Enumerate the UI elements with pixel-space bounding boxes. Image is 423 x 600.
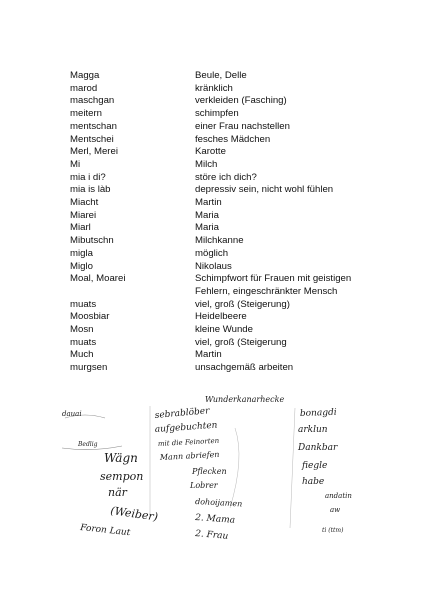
handwritten-notes-image [60, 388, 380, 548]
glossary-entry [70, 197, 370, 210]
glossary-entry [70, 83, 370, 96]
glossary-definition: unsachgemäß arbeiten [195, 362, 294, 374]
note-1: Wunderkanarhecke [205, 395, 285, 404]
glossary-term: Mentschei [70, 133, 114, 145]
glossary-entry [70, 159, 370, 172]
glossary-entry [70, 261, 370, 274]
note-18: bonagdi [299, 407, 337, 419]
note-15: när [108, 486, 127, 499]
glossary-term: mia i di? [70, 171, 106, 183]
glossary-definition: einer Frau nachstellen [195, 120, 290, 132]
glossary-definition: Maria [195, 222, 219, 234]
note-6: Pflecken [192, 467, 227, 476]
glossary-term: mentschan [70, 120, 117, 132]
glossary-definition: Beule, Delle [195, 70, 247, 81]
glossary-term: mia is làb [70, 184, 111, 196]
glossary-definition: viel, groß (Steigerung [195, 336, 287, 348]
glossary-entry [70, 134, 370, 147]
note-3: aufgebuchten [154, 420, 218, 435]
note-22: habe [302, 477, 325, 487]
glossary-term: muats [70, 336, 97, 348]
note-11: dauai [62, 410, 82, 418]
glossary-entry [70, 299, 370, 312]
note-19: arklun [298, 425, 328, 435]
glossary-term: Merl, Merei [70, 146, 118, 158]
note-13: Wägn [104, 451, 138, 465]
glossary-definition: störe ich dich? [195, 171, 257, 183]
note-20: Dankbar [298, 443, 338, 453]
glossary-definition: Milch [195, 158, 218, 170]
glossary-entry [70, 184, 370, 197]
note-16: (Weiber) [109, 504, 159, 524]
handwritten-notes-scan [60, 388, 380, 548]
glossary-term: Much [70, 349, 94, 361]
note-14: sempon [100, 470, 144, 483]
glossary-term: murgsen [70, 362, 108, 374]
note-10: 2. Frau [194, 529, 229, 542]
note-12: Bedlig [78, 441, 98, 448]
glossary-term: Mi [70, 158, 81, 170]
glossary-definition: depressiv sein, nicht wohl fühlen [195, 184, 334, 196]
glossary-entry [70, 95, 370, 108]
glossary-entry [70, 273, 370, 298]
glossary-definition: möglich [195, 247, 229, 259]
glossary-definition: verkleiden (Fasching) [195, 95, 287, 107]
note-24: aw [330, 506, 341, 514]
glossary-term: Mosn [70, 324, 94, 336]
note-21: fiegle [302, 461, 328, 471]
glossary-entry [70, 337, 370, 350]
glossary-entry [70, 146, 370, 159]
note-7: Lobrer [190, 481, 218, 490]
glossary-entry [70, 210, 370, 223]
glossary-entry [70, 311, 370, 324]
glossary-entry [70, 121, 370, 134]
note-17: Foron Laut [79, 523, 131, 539]
glossary-definition: schimpfen [195, 108, 239, 120]
glossary-definition: viel, groß (Steigerung) [195, 298, 290, 310]
glossary-term: Magga [70, 70, 100, 81]
note-23: andatin [325, 492, 352, 500]
glossary-definition: Schimpfwort für Frauen mit geistigen Fehlern, eingeschränkter Mensch [195, 273, 352, 297]
glossary-term: marod [70, 82, 98, 94]
note-5: Mann abriefen [159, 449, 220, 462]
glossary-entry [70, 70, 370, 83]
glossary-definition: Nikolaus [195, 260, 232, 272]
glossary-definition: Milchkanne [195, 235, 244, 247]
glossary-term: meitern [70, 108, 102, 120]
glossary-definition: Maria [195, 209, 219, 221]
glossary-entry [70, 172, 370, 185]
note-4: mit die Feinorten [157, 436, 220, 448]
note-9: 2. Mama [194, 513, 236, 526]
note-25: ti (ttm) [322, 527, 344, 534]
glossary-entry [70, 349, 370, 362]
glossary-term: Miarl [70, 222, 91, 234]
glossary-term: Miarei [70, 209, 97, 221]
glossary-entry [70, 248, 370, 261]
glossary-term: migla [70, 247, 93, 259]
glossary-term: Moosbiar [70, 311, 110, 323]
glossary-term: Miacht [70, 197, 99, 209]
glossary-term: maschgan [70, 95, 115, 107]
glossary-definition: Karotte [195, 146, 226, 158]
glossary-entry [70, 222, 370, 235]
glossary-entry [70, 235, 370, 248]
glossary-definition: Martin [195, 197, 222, 209]
glossary-term: Miglo [70, 260, 93, 272]
glossary-entry [70, 362, 370, 375]
glossary-term: muats [70, 298, 97, 310]
glossary-term: Moal, Moarei [70, 273, 126, 285]
note-2: sebrablöber [154, 406, 210, 421]
glossary-definition: Martin [195, 349, 222, 361]
glossary-definition: fesches Mädchen [195, 133, 271, 145]
note-8: dohoijamen [194, 497, 243, 509]
glossary-list [70, 70, 370, 375]
glossary-term: Mibutschn [70, 235, 114, 247]
glossary-definition: Heidelbeere [195, 311, 247, 323]
glossary-entry [70, 108, 370, 121]
glossary-definition: kränklich [195, 82, 233, 94]
glossary-definition: kleine Wunde [195, 324, 253, 336]
glossary-entry [70, 324, 370, 337]
